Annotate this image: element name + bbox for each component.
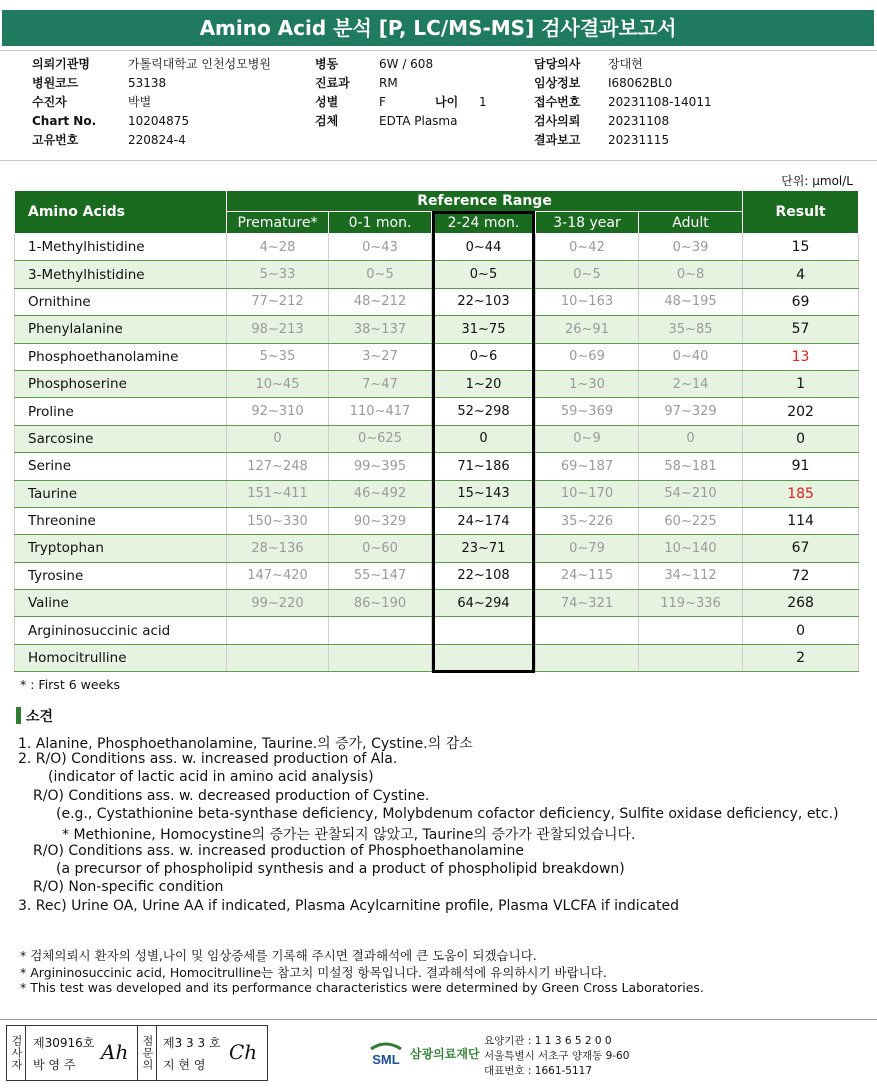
result-value: 114 [743, 507, 859, 534]
reference-range-cell: 0~42 [536, 234, 639, 261]
amino-acid-table [14, 190, 859, 672]
reference-range-cell [329, 617, 432, 644]
header-divider [0, 50, 877, 51]
table-row [15, 234, 859, 261]
amino-acid-name: Taurine [15, 480, 227, 507]
address-line: 요양기관 : 1 1 3 6 5 2 0 0 [484, 1035, 612, 1047]
signer-name-1: 박 영 주 [33, 1058, 76, 1072]
header-amino-acids: Amino Acids [15, 191, 227, 234]
table-row [15, 590, 859, 617]
reference-range-cell: 5~35 [227, 343, 329, 370]
reference-range-cell: 97~329 [639, 398, 743, 425]
info-column-2 [315, 55, 487, 131]
table-row [15, 316, 859, 343]
table-row [15, 507, 859, 534]
reference-range-cell: 0~44 [432, 234, 536, 261]
info-value: 20231108-14011 [608, 95, 712, 109]
info-label: 병동 [315, 57, 339, 71]
company-logo [368, 1038, 480, 1068]
reference-range-cell: 0 [639, 425, 743, 452]
reference-range-cell: 52~298 [432, 398, 536, 425]
reference-range-cell: 77~212 [227, 288, 329, 315]
info-label: 수진자 [32, 95, 67, 109]
reference-range-cell: 48~195 [639, 288, 743, 315]
reference-range-cell: 0~6 [432, 343, 536, 370]
amino-acid-name: Ornithine [15, 288, 227, 315]
reference-range-cell: 24~174 [432, 507, 536, 534]
header-result: Result [743, 191, 859, 234]
header-divider [0, 160, 877, 161]
note-line: * 검체의뢰시 환자의 성별,나이 및 임상증세를 기록해 주시면 결과해석에 큰 도움이 되겠습니다. [20, 948, 537, 963]
table-row [15, 398, 859, 425]
reference-range-cell: 31~75 [432, 316, 536, 343]
reference-range-cell: 69~187 [536, 453, 639, 480]
reference-range-cell: 150~330 [227, 507, 329, 534]
table-row [15, 562, 859, 589]
reference-range-cell: 0~60 [329, 535, 432, 562]
reference-range-cell: 23~71 [432, 535, 536, 562]
reference-range-cell: 2~14 [639, 370, 743, 397]
reference-range-cell [639, 617, 743, 644]
reference-range-cell: 46~492 [329, 480, 432, 507]
reference-range-cell: 28~136 [227, 535, 329, 562]
info-label: 성별 [315, 95, 339, 109]
reference-range-cell: 48~212 [329, 288, 432, 315]
reference-range-cell: 0~5 [536, 261, 639, 288]
signer-role-2: 점문의 [137, 1026, 157, 1080]
findings-heading [16, 706, 53, 726]
reference-range-cell: 98~213 [227, 316, 329, 343]
reference-range-cell: 0~79 [536, 535, 639, 562]
header-ref-col: 0-1 mon. [329, 212, 432, 234]
result-value: 0 [743, 425, 859, 452]
result-value: 1 [743, 370, 859, 397]
info-label: Chart No. [32, 114, 97, 128]
finding-line: R/O) Conditions ass. w. decreased production of Cystine. [33, 788, 430, 804]
address-line: 서울특별시 서초구 양재동 9-60 [484, 1050, 630, 1062]
reference-range-cell: 22~103 [432, 288, 536, 315]
table-row [15, 617, 859, 644]
signer-license-1: 제30916호 [33, 1036, 95, 1050]
amino-acid-name: Threonine [15, 507, 227, 534]
header-ref-col: 3-18 year [536, 212, 639, 234]
reference-range-cell: 99~395 [329, 453, 432, 480]
result-value: 4 [743, 261, 859, 288]
reference-range-cell: 0~625 [329, 425, 432, 452]
finding-line: * Methionine, Homocystine의 증가는 관찰되지 않았고, Taurine의 증가가 관찰되었습니다. [62, 827, 636, 843]
reference-range-cell: 92~310 [227, 398, 329, 425]
reference-range-cell: 1~30 [536, 370, 639, 397]
amino-acid-name: Phosphoserine [15, 370, 227, 397]
note-line: * This test was developed and its performance characteristics were determined by Green Cross Laboratories. [20, 980, 704, 995]
finding-line: (e.g., Cystathionine beta-synthase deficiency, Molybdenum cofactor deficiency, Sulfite oxidase deficiency, etc.) [56, 806, 839, 822]
reference-range-cell [536, 617, 639, 644]
table-row [15, 480, 859, 507]
info-column-1 [32, 55, 271, 150]
amino-acid-name: Phosphoethanolamine [15, 343, 227, 370]
reference-range-cell: 7~47 [329, 370, 432, 397]
header-reference-range: Reference Range [227, 191, 743, 212]
reference-range-cell: 0 [432, 425, 536, 452]
finding-line: 1. Alanine, Phosphoethanolamine, Taurine.의 증가, Cystine.의 감소 [18, 736, 473, 752]
info-value: F [379, 95, 386, 109]
reference-range-cell [329, 644, 432, 671]
reference-range-cell: 147~420 [227, 562, 329, 589]
note-line: * Argininosuccinic acid, Homocitrulline는 참고치 미설정 항목입니다. 결과해석에 유의하시기 바랍니다. [20, 965, 607, 980]
amino-acid-name: Argininosuccinic acid [15, 617, 227, 644]
company-name: 삼광의료재단 [410, 1046, 480, 1061]
signature-mark-1: Ah [101, 1040, 129, 1064]
footer-divider [0, 1019, 877, 1020]
finding-line: R/O) Conditions ass. w. increased production of Phosphoethanolamine [33, 843, 524, 859]
amino-acid-name: Proline [15, 398, 227, 425]
info-value: RM [379, 76, 398, 90]
reference-range-cell: 119~336 [639, 590, 743, 617]
signer-role-1: 검사자 [7, 1026, 26, 1080]
reference-range-cell: 0~40 [639, 343, 743, 370]
table-row [15, 425, 859, 452]
table-row [15, 535, 859, 562]
amino-acid-name: Sarcosine [15, 425, 227, 452]
reference-range-cell: 26~91 [536, 316, 639, 343]
reference-range-cell: 0~69 [536, 343, 639, 370]
report-title: Amino Acid 분석 [P, LC/MS-MS] 검사결과보고서 [2, 10, 874, 46]
reference-range-cell: 5~33 [227, 261, 329, 288]
info-label: 고유번호 [32, 133, 79, 147]
reference-range-cell: 1~20 [432, 370, 536, 397]
info-label: 병원코드 [32, 76, 79, 90]
amino-acid-name: Tryptophan [15, 535, 227, 562]
reference-range-cell: 0~5 [432, 261, 536, 288]
table-row [15, 343, 859, 370]
reference-range-cell: 0~9 [536, 425, 639, 452]
info-label: 담당의사 [534, 57, 581, 71]
info-label: 검사의뢰 [534, 114, 581, 128]
result-value: 0 [743, 617, 859, 644]
result-value: 2 [743, 644, 859, 671]
amino-acid-name: Homocitrulline [15, 644, 227, 671]
reference-range-cell: 55~147 [329, 562, 432, 589]
reference-range-cell: 0~43 [329, 234, 432, 261]
reference-range-cell: 99~220 [227, 590, 329, 617]
result-value: 91 [743, 453, 859, 480]
reference-range-cell: 90~329 [329, 507, 432, 534]
table-row [15, 370, 859, 397]
reference-range-cell: 34~112 [639, 562, 743, 589]
finding-line: (a precursor of phospholipid synthesis and a product of phospholipid breakdown) [56, 861, 625, 877]
info-value: I68062BL0 [608, 76, 673, 90]
table-row [15, 288, 859, 315]
finding-line: 2. R/O) Conditions ass. w. increased production of Ala. [18, 751, 398, 767]
reference-range-cell: 35~226 [536, 507, 639, 534]
reference-range-cell: 59~369 [536, 398, 639, 425]
result-value: 57 [743, 316, 859, 343]
table-row [15, 261, 859, 288]
reference-range-cell: 64~294 [432, 590, 536, 617]
reference-range-cell: 10~163 [536, 288, 639, 315]
info-label: 결과보고 [534, 133, 581, 147]
header-ref-col: Adult [639, 212, 743, 234]
unit-label: 단위: μmol/L [781, 174, 853, 188]
info-label-age: 나이 [435, 95, 459, 109]
reference-range-cell: 24~115 [536, 562, 639, 589]
signer-license-2: 제3 3 3 호 [163, 1036, 221, 1050]
result-value: 202 [743, 398, 859, 425]
header-ref-col: Premature* [227, 212, 329, 234]
info-column-3 [534, 55, 712, 150]
findings-title: 소견 [26, 709, 54, 725]
reference-range-cell: 86~190 [329, 590, 432, 617]
reference-range-cell: 35~85 [639, 316, 743, 343]
result-value: 15 [743, 234, 859, 261]
reference-range-cell: 10~140 [639, 535, 743, 562]
result-value: 67 [743, 535, 859, 562]
reference-range-cell: 38~137 [329, 316, 432, 343]
signature-box [6, 1025, 268, 1081]
header-ref-col: 2-24 mon. [432, 212, 536, 234]
reference-range-cell [227, 644, 329, 671]
reference-range-cell [639, 644, 743, 671]
signer-name-2: 지 현 영 [163, 1058, 206, 1072]
reference-range-cell: 15~143 [432, 480, 536, 507]
finding-line: 3. Rec) Urine OA, Urine AA if indicated, Plasma Acylcarnitine profile, Plasma VLCFA if indicated [18, 898, 679, 914]
info-value: EDTA Plasma [379, 114, 458, 128]
finding-line: (indicator of lactic acid in amino acid analysis) [48, 769, 374, 785]
reference-range-cell: 60~225 [639, 507, 743, 534]
result-value: 72 [743, 562, 859, 589]
sml-logo-icon [368, 1038, 404, 1068]
section-marker [16, 707, 21, 724]
reference-range-cell: 0 [227, 425, 329, 452]
reference-range-cell: 4~28 [227, 234, 329, 261]
reference-range-cell [536, 644, 639, 671]
reference-range-cell: 110~417 [329, 398, 432, 425]
info-value: 박별 [128, 95, 152, 109]
result-value: 13 [743, 343, 859, 370]
table-row [15, 644, 859, 671]
result-value: 69 [743, 288, 859, 315]
signature-mark-2: Ch [229, 1040, 258, 1064]
reference-range-cell [432, 617, 536, 644]
table-row [15, 453, 859, 480]
reference-range-cell: 74~321 [536, 590, 639, 617]
info-value: 20231108 [608, 114, 670, 128]
info-value: 10204875 [128, 114, 190, 128]
finding-line: R/O) Non-specific condition [33, 879, 224, 895]
info-value: 220824-4 [128, 133, 186, 147]
reference-range-cell: 127~248 [227, 453, 329, 480]
amino-acid-name: 1-Methylhistidine [15, 234, 227, 261]
reference-range-cell: 10~45 [227, 370, 329, 397]
address-line: 대표번호 : 1661-5117 [484, 1065, 593, 1077]
result-value: 268 [743, 590, 859, 617]
reference-range-cell: 0~8 [639, 261, 743, 288]
info-label: 의뢰기관명 [32, 57, 90, 71]
table-footnote: * : First 6 weeks [20, 677, 120, 692]
info-label: 접수번호 [534, 95, 581, 109]
reference-range-cell: 0~39 [639, 234, 743, 261]
info-label: 검체 [315, 114, 339, 128]
reference-range-cell: 10~170 [536, 480, 639, 507]
info-value: 가톨릭대학교 인천성모병원 [128, 57, 271, 71]
amino-acid-name: Valine [15, 590, 227, 617]
amino-acid-name: Tyrosine [15, 562, 227, 589]
info-value: 20231115 [608, 133, 670, 147]
company-address [484, 1034, 629, 1079]
reference-range-cell [432, 644, 536, 671]
info-value: 장대현 [608, 57, 643, 71]
reference-range-cell: 22~108 [432, 562, 536, 589]
info-value: 53138 [128, 76, 167, 90]
reference-range-cell: 151~411 [227, 480, 329, 507]
info-value-age: 1 [479, 95, 487, 109]
reference-range-cell [227, 617, 329, 644]
amino-acid-name: Phenylalanine [15, 316, 227, 343]
reference-range-cell: 3~27 [329, 343, 432, 370]
amino-acid-name: 3-Methylhistidine [15, 261, 227, 288]
info-label: 진료과 [315, 76, 350, 90]
logo-mark-text: SML [372, 1052, 400, 1067]
info-label: 임상정보 [534, 76, 581, 90]
info-value: 6W / 608 [379, 57, 434, 71]
reference-range-cell: 54~210 [639, 480, 743, 507]
reference-range-cell: 58~181 [639, 453, 743, 480]
result-value: 185 [743, 480, 859, 507]
amino-acid-name: Serine [15, 453, 227, 480]
reference-range-cell: 0~5 [329, 261, 432, 288]
reference-range-cell: 71~186 [432, 453, 536, 480]
